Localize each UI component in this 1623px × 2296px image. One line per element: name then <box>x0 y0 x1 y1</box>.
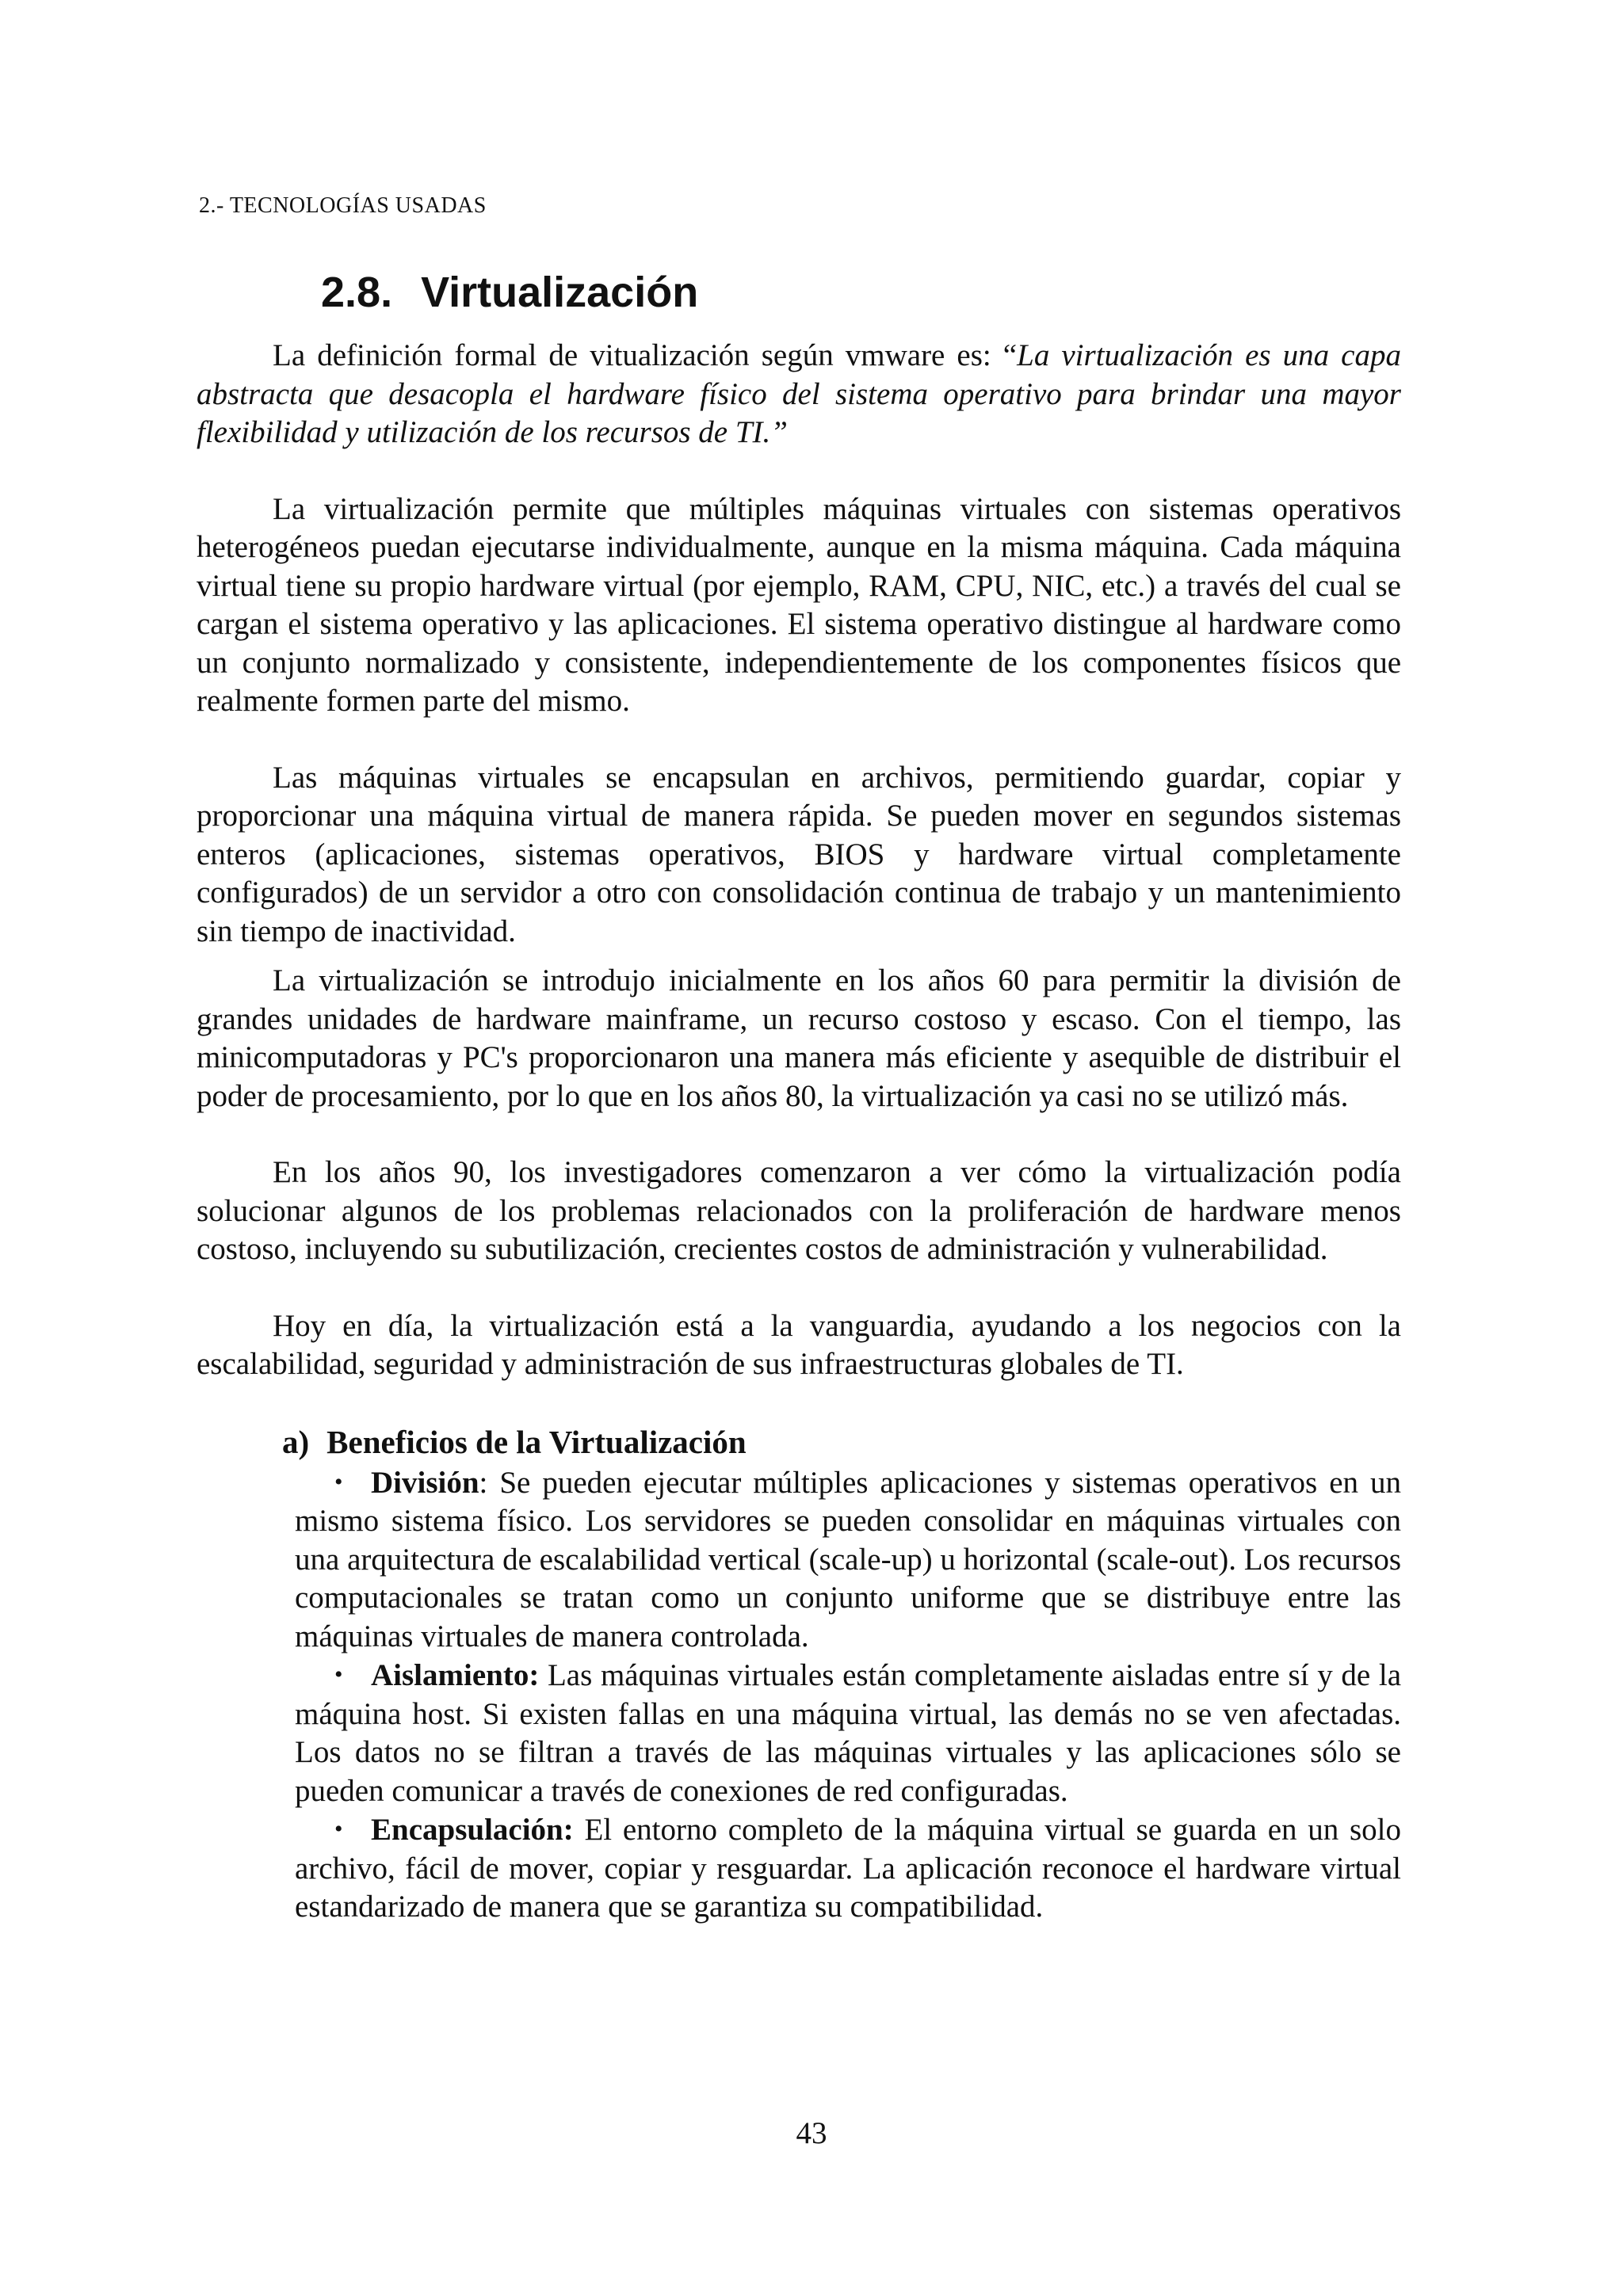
paragraph-history-60s: La virtualización se introdujo inicialmente en los años 60 para permitir la división de grandes unidades de hardware mainframe, un recurso costoso y escaso. Con el tiempo, las minicomputadoras y PC's proporcionaron una manera más eficiente y asequible de distribuir el poder de procesamiento, por lo que en los años 80, la virtualización ya casi no se utilizó más. <box>197 963 1401 1113</box>
paragraph-today: Hoy en día, la virtualización está a la vanguardia, ayudando a los negocios con la escalabilidad, seguridad y administración de sus infraestructuras globales de TI. <box>197 1308 1401 1381</box>
section-title-text: Virtualización <box>421 269 699 316</box>
definition-intro: La definición formal de vitualización según vmware es: “ <box>273 338 1018 372</box>
definition-quote: La virtualización es una capa abstracta que desacopla el hardware físico del sistema operativo para brindar una mayor flexibilidad y utilización de los recursos de TI.” <box>197 338 1401 449</box>
benefit-term: Encapsulación: <box>371 1813 574 1847</box>
subsection-title: Beneficios de la Virtualización <box>327 1423 747 1460</box>
section-number: 2.8. <box>321 269 393 316</box>
benefit-text: Las máquinas virtuales están completamente aisladas entre sí y de la máquina host. Si existen fallas en una máquina virtual, las demás no se ven afectadas. Los datos no se filtran a través de las máquinas virtuales y las aplicaciones sólo se pueden comunicar a través de conexiones de red configuradas. <box>295 1658 1401 1808</box>
section-title <box>321 268 698 317</box>
bullet-icon: • <box>334 1661 343 1688</box>
paragraph-definition <box>197 337 1401 452</box>
bullet-icon: • <box>334 1816 343 1842</box>
paragraph-history-90s: En los años 90, los investigadores comenzaron a ver cómo la virtualización podía solucionar algunos de los problemas relacionados con la proliferación de hardware menos costoso, incluyendo su subutilización, crecientes costos de administración y vulnerabilidad. <box>197 1155 1401 1266</box>
benefits-list <box>295 1463 1401 1927</box>
list-item <box>295 1463 1401 1657</box>
benefit-text: El entorno completo de la máquina virtual se guarda en un solo archivo, fácil de mover, copiar y resguardar. La aplicación reconoce el hardware virtual estandarizado de manera que se garantiza su compatibilidad. <box>295 1813 1401 1924</box>
subsection-heading <box>282 1422 1401 1462</box>
list-item <box>295 1656 1401 1810</box>
running-header: 2.- TECNOLOGÍAS USADAS <box>199 193 487 218</box>
benefit-text: : Se pueden ejecutar múltiples aplicaciones y sistemas operativos en un mismo sistema físico. Los servidores se pueden consolidar en máquinas virtuales con una arquitectura de escalabilidad vertical (scale-up) u horizontal (scale-out). Los recursos computacionales se tratan como un conjunto uniforme que se distribuye entre las máquinas virtuales de manera controlada. <box>295 1465 1401 1653</box>
list-item <box>295 1810 1401 1927</box>
benefit-term: División <box>371 1465 479 1500</box>
page-number: 43 <box>796 2116 827 2150</box>
paragraph-multiple-vms: La virtualización permite que múltiples máquinas virtuales con sistemas operativos heterogéneos puedan ejecutarse individualmente, aunque en la misma máquina. Cada máquina virtual tiene su propio hardware virtual (por ejemplo, RAM, CPU, NIC, etc.) a través del cual se cargan el sistema operativo y las aplicaciones. El sistema operativo distingue al hardware como un conjunto normalizado y consistente, independientemente de los componentes físicos que realmente formen parte del mismo. <box>197 491 1401 718</box>
body-text <box>197 337 1401 1927</box>
paragraph-encapsulation: Las máquinas virtuales se encapsulan en archivos, permitiendo guardar, copiar y proporcionar una máquina virtual de manera rápida. Se pueden mover en segundos sistemas enteros (aplicaciones, sistemas operativos, BIOS y hardware virtual completamente configurados) de un servidor a otro con consolidación continua de trabajo y un mantenimiento sin tiempo de inactividad. <box>197 760 1401 948</box>
bullet-icon: • <box>334 1468 343 1495</box>
benefit-term: Aislamiento: <box>371 1658 540 1692</box>
subsection-letter: a) <box>282 1423 310 1460</box>
